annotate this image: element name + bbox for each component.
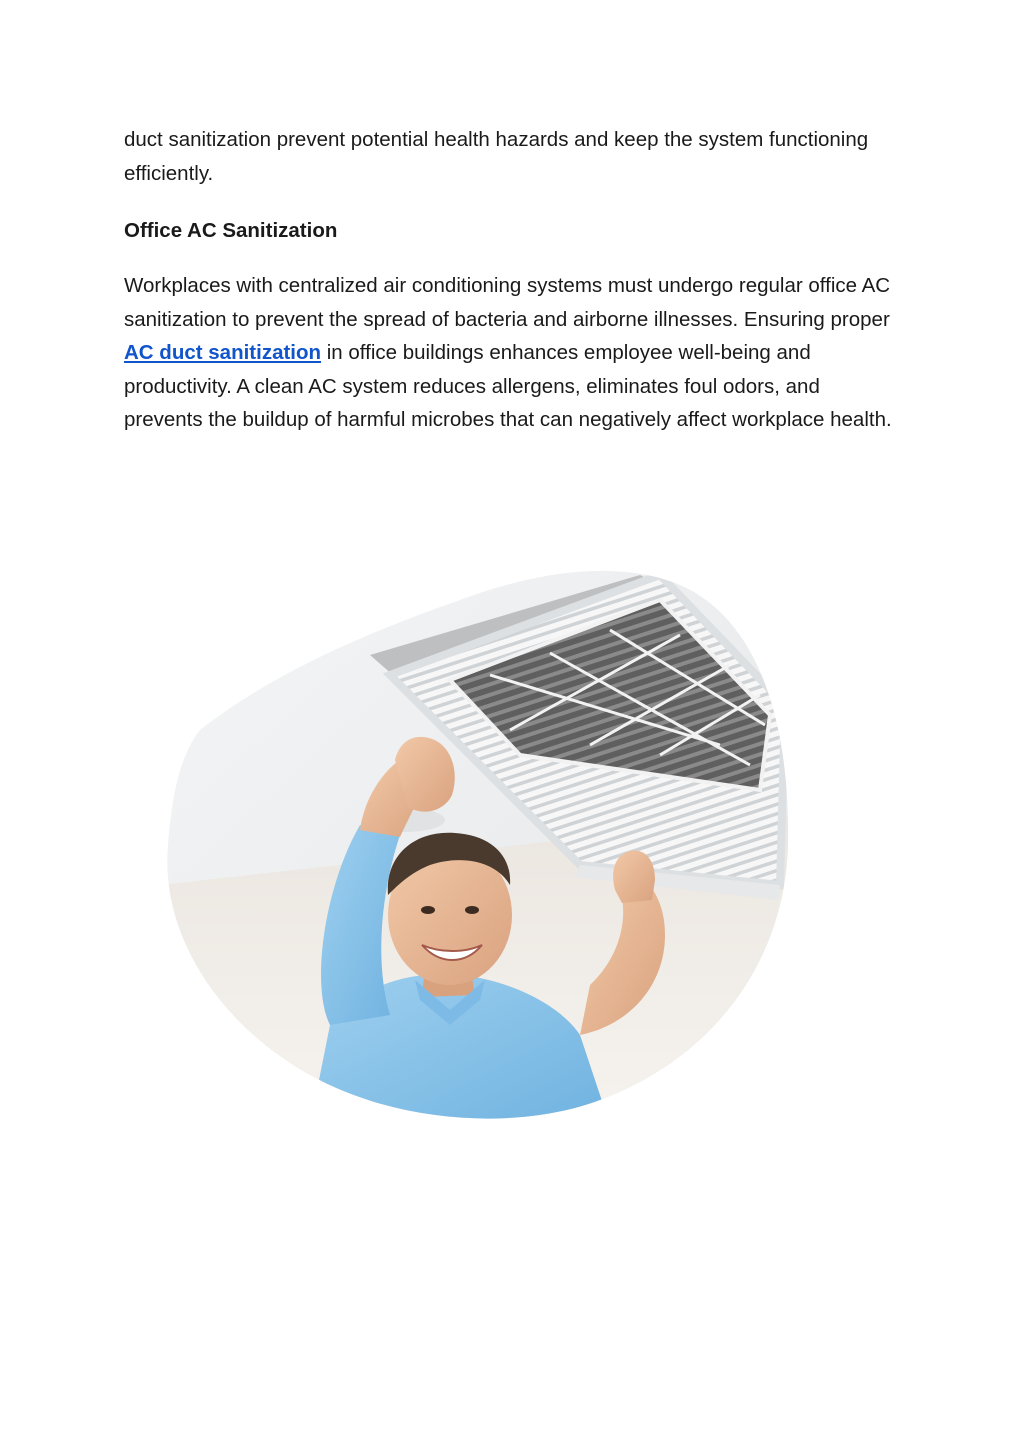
- ac-vent-cleaning-photo: [160, 555, 790, 1125]
- paragraph-office-ac: [124, 269, 904, 437]
- paragraph-text-after-link: in office buildings enhances employee well-being and productivity. A clean AC system reduces allergens, eliminates foul odors, and prevents the buildup of harmful microbes that can negatively affect workplace health.: [124, 341, 892, 431]
- section-heading: Office AC Sanitization: [124, 219, 338, 242]
- ac-duct-sanitization-link[interactable]: AC duct sanitization: [124, 341, 322, 364]
- paragraph-text-before-link: Workplaces with centralized air conditioning systems must undergo regular office AC sanitization to prevent the spread of bacteria and airborne illnesses. Ensuring proper: [124, 274, 891, 331]
- paragraph-intro: duct sanitization prevent potential health hazards and keep the system functioning efficiently.: [124, 128, 869, 185]
- photo-clip-group: [160, 555, 790, 1125]
- photo-illustration: [160, 555, 790, 1125]
